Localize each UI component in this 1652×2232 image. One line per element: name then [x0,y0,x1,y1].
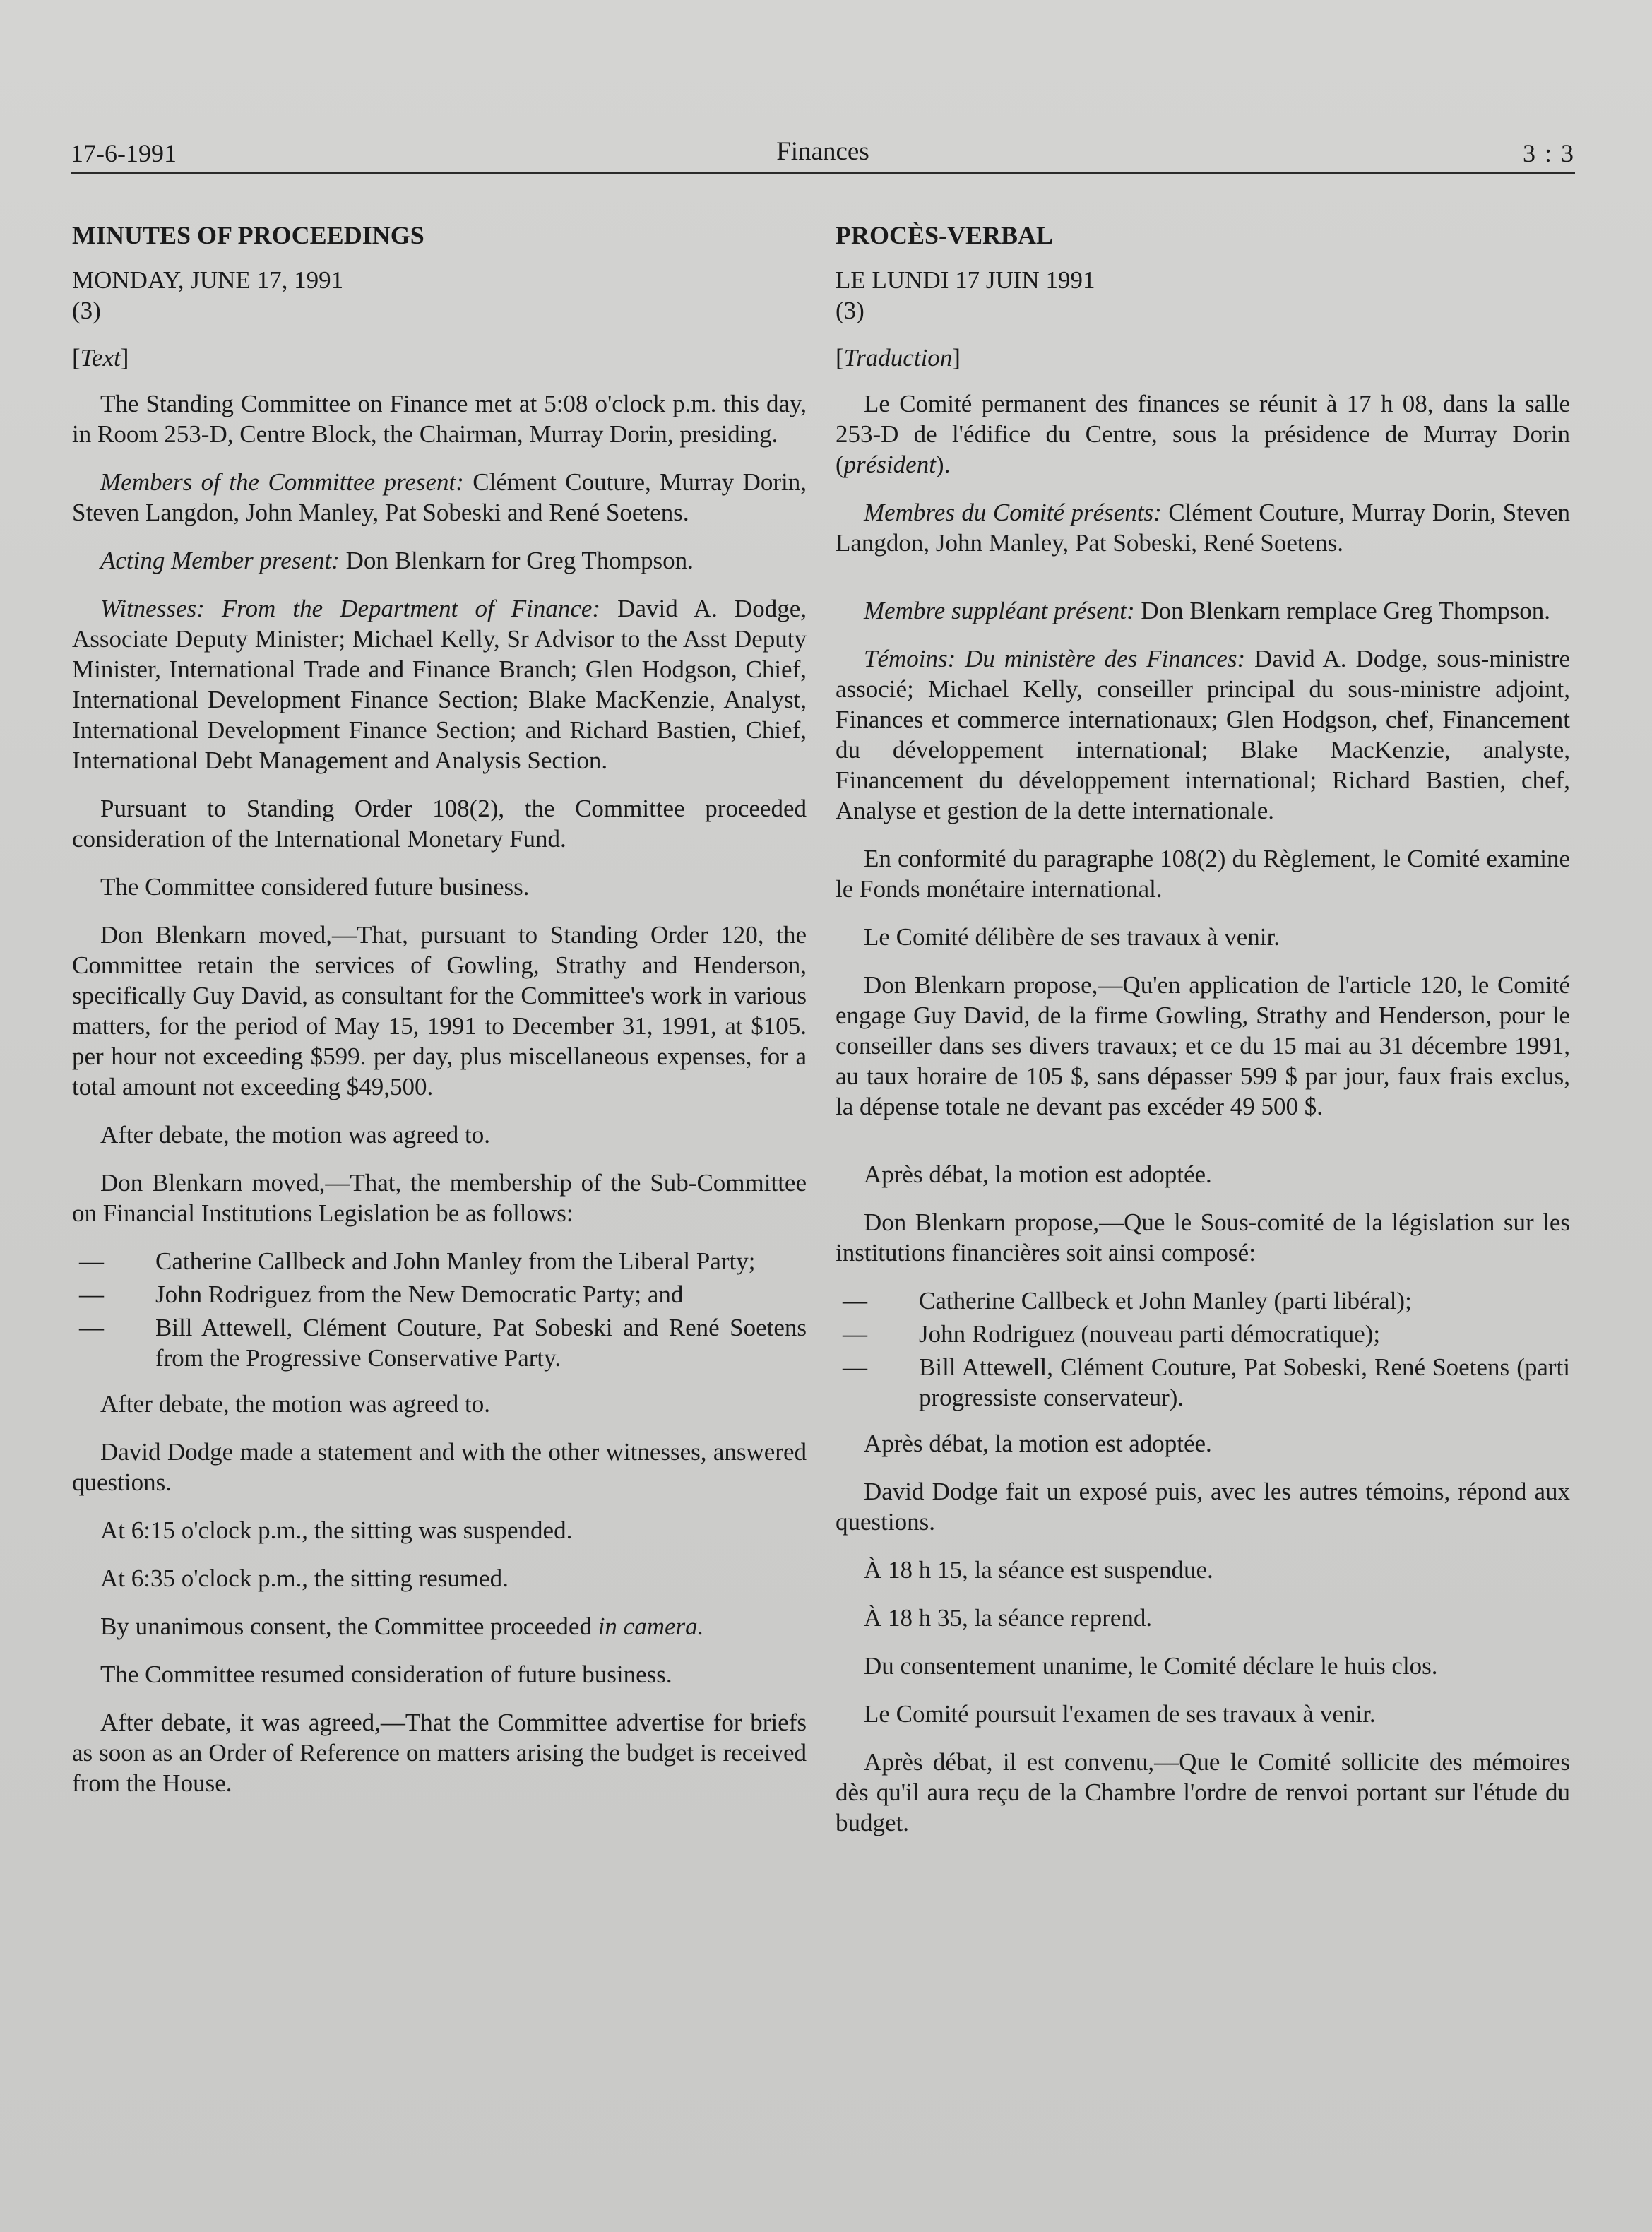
english-pursuant-paragraph: Pursuant to Standing Order 108(2), the Committee proceeded consideration of the International Monetary Fund. [72,795,807,853]
english-opening-paragraph: The Standing Committee on Finance met at 5:08 o'clock p.m. this day, in Room 253-D, Centre Block, the Chairman, Murray Dorin, presiding. [72,390,807,448]
french-members-text: Clément Couture, Murray Dorin, Steven Langdon, John Manley, Pat Sobeski, René Soetens. [836,499,1570,557]
english-final-paragraph: After debate, it was agreed,—That the Committee advertise for briefs as soon as an Order of Reference on matters arising the budget is received from the House. [72,1709,807,1797]
dash-mark: — [843,1353,867,1381]
english-members-text: Clément Couture, Murray Dorin, Steven Langdon, John Manley, Pat Sobeski and René Soetens. [72,468,807,526]
list-item [836,1319,1570,1349]
english-witnesses-paragraph [72,593,807,776]
english-note-text: Text [80,344,121,372]
spacer [836,576,1570,595]
english-dodge-paragraph: David Dodge made a statement and with the other witnesses, answered questions. [72,1438,807,1496]
page-header [71,133,1575,174]
french-motion2-paragraph: Don Blenkarn propose,—Que le Sous-comité de la législation sur les institutions financières soit ainsi composé: [836,1209,1570,1266]
english-motion1-paragraph: Don Blenkarn moved,—That, pursuant to Standing Order 120, the Committee retain the services of Gowling, Strathy and Henderson, specifically Guy David, as consultant for the Committee's work in various matters, for the period of May 15, 1991 to December 31, 1991, at $105. per hour not exceeding $599. per day, plus miscellaneous expenses, for a total amount not exceeding $49,500. [72,921,807,1100]
french-sitting-number: (3) [836,297,864,324]
english-witnesses-text: David A. Dodge, Associate Deputy Minister; Michael Kelly, Sr Advisor to the Asst Deputy Minister, International Trade and Finance Branch; Glen Hodgson, Chief, International Development Finance Section; Blake MacKenzie, Analyst, International Development Finance Section; and Richard Bastien, Chief, International Debt Management and Analysis Section. [72,595,807,774]
french-agreed2-paragraph: Après débat, la motion est adoptée. [864,1430,1212,1457]
list-item-text: Catherine Callbeck and John Manley from the Liberal Party; [155,1247,756,1275]
english-note: [Text] [72,344,129,372]
list-item-text: Bill Attewell, Clément Couture, Pat Sobeski and René Soetens from the Progressive Conservative Party. [155,1314,807,1372]
french-heading: PROCÈS-VERBAL [836,221,1054,249]
french-membership-list [836,1286,1570,1413]
french-acting-text: Don Blenkarn remplace Greg Thompson. [1134,597,1550,624]
french-final-paragraph: Après débat, il est convenu,—Que le Comité sollicite des mémoires dès qu'il aura reçu de la Chambre l'ordre de renvoi portant sur l'étude du budget. [836,1748,1570,1836]
header-page-number: 3 : 3 [1522,139,1575,167]
french-witnesses-text: David A. Dodge, sous-ministre associé; Michael Kelly, conseiller principal du sous-ministre adjoint, Finances et commerce internationaux; Glen Hodgson, chef, Financement du développement international; Blake MacKenzie, analyste, Financement du développement international; Richard Bastien, chef, Analyse et gestion de la dette internationale. [836,645,1570,824]
english-acting-label: Acting Member present: [100,547,340,574]
french-consent-paragraph: Du consentement unanime, le Comité déclare le huis clos. [864,1652,1438,1680]
french-pursuant-paragraph: En conformité du paragraphe 108(2) du Règlement, le Comité examine le Fonds monétaire international. [836,845,1570,903]
header-title: Finances [776,137,869,166]
english-future-business-paragraph: The Committee considered future business. [100,873,530,901]
english-membership-list [72,1246,807,1373]
english-members-label: Members of the Committee present: [100,468,464,496]
dash-mark: — [79,1314,104,1341]
dash-mark: — [79,1281,104,1308]
french-members-label: Membres du Comité présents: [864,499,1162,526]
english-dateline: MONDAY, JUNE 17, 1991 [72,266,344,294]
french-dateline: LE LUNDI 17 JUIN 1991 [836,266,1095,294]
french-resumed-paragraph: À 18 h 35, la séance reprend. [864,1604,1153,1632]
french-resumed-future-paragraph: Le Comité poursuit l'examen de ses travaux à venir. [864,1700,1376,1728]
list-item-text: Catherine Callbeck et John Manley (parti libéral); [919,1287,1412,1314]
french-motion1-paragraph: Don Blenkarn propose,—Qu'en application de l'article 120, le Comité engage Guy David, de la firme Gowling, Strathy and Henderson, pour le conseiller dans ses divers travaux; et ce du 15 mai au 31 décembre 1991, au taux horaire de 105 $, sans dépasser 599 $ par jour, faux frais exclus, la dépense totale ne devant pas excéder 49 500 $. [836,971,1570,1120]
french-dodge-paragraph: David Dodge fait un exposé puis, avec les autres témoins, répond aux questions. [836,1478,1570,1536]
french-suspended-paragraph: À 18 h 15, la séance est suspendue. [864,1556,1213,1584]
english-agreed2-paragraph: After debate, the motion was agreed to. [100,1390,491,1418]
french-future-business-paragraph: Le Comité délibère de ses travaux à venir. [864,923,1280,951]
french-note-text: Traduction [843,344,953,372]
french-column [836,220,1570,1856]
french-witnesses-label: Témoins: Du ministère des Finances: [864,645,1246,672]
french-opening-end: ). [935,451,951,478]
spacer [836,1139,1570,1159]
english-members-paragraph [72,467,807,528]
english-consent-text: By unanimous consent, the Committee proceeded [100,1613,598,1640]
list-item [72,1246,807,1276]
french-opening-emphasis: président [843,451,936,478]
english-consent-emphasis: in camera. [598,1613,704,1640]
french-witnesses-paragraph [836,643,1570,826]
english-resumed-paragraph: At 6:35 o'clock p.m., the sitting resumed. [100,1565,509,1592]
french-opening-paragraph [836,388,1570,480]
english-consent-paragraph [72,1611,807,1642]
dash-mark: — [843,1320,867,1348]
list-item [836,1352,1570,1413]
french-acting-label: Membre suppléant présent: [864,597,1135,624]
french-agreed1-paragraph: Après débat, la motion est adoptée. [864,1160,1212,1188]
english-acting-text: Don Blenkarn for Greg Thompson. [339,547,694,574]
dash-mark: — [79,1247,104,1275]
list-item [72,1312,807,1373]
english-resumed-future-paragraph: The Committee resumed consideration of future business. [100,1661,672,1688]
french-opening-text: Le Comité permanent des finances se réunit à 17 h 08, dans la salle 253-D de l'édifice du Centre, sous la présidence de Murray Dorin ( [836,390,1570,478]
english-agreed1-paragraph: After debate, the motion was agreed to. [100,1121,491,1148]
list-item [836,1286,1570,1316]
header-date: 17-6-1991 [71,139,177,167]
french-members-paragraph [836,497,1570,558]
english-sitting-number: (3) [72,297,101,324]
english-heading: MINUTES OF PROCEEDINGS [72,221,424,249]
english-acting-paragraph [72,545,807,576]
list-item [72,1279,807,1310]
list-item-text: John Rodriguez (nouveau parti démocratique); [919,1320,1381,1348]
list-item-text: Bill Attewell, Clément Couture, Pat Sobeski, René Soetens (parti progressiste conservateur). [919,1353,1570,1411]
french-note: [Traduction] [836,344,961,372]
list-item-text: John Rodriguez from the New Democratic Party; and [155,1281,684,1308]
french-acting-paragraph [836,595,1570,626]
english-suspended-paragraph: At 6:15 o'clock p.m., the sitting was suspended. [100,1516,573,1544]
english-column [72,220,807,1816]
english-motion2-paragraph: Don Blenkarn moved,—That, the membership of the Sub-Committee on Financial Institutions Legislation be as follows: [72,1169,807,1227]
english-witnesses-label: Witnesses: From the Department of Finance: [100,595,601,622]
dash-mark: — [843,1287,867,1314]
